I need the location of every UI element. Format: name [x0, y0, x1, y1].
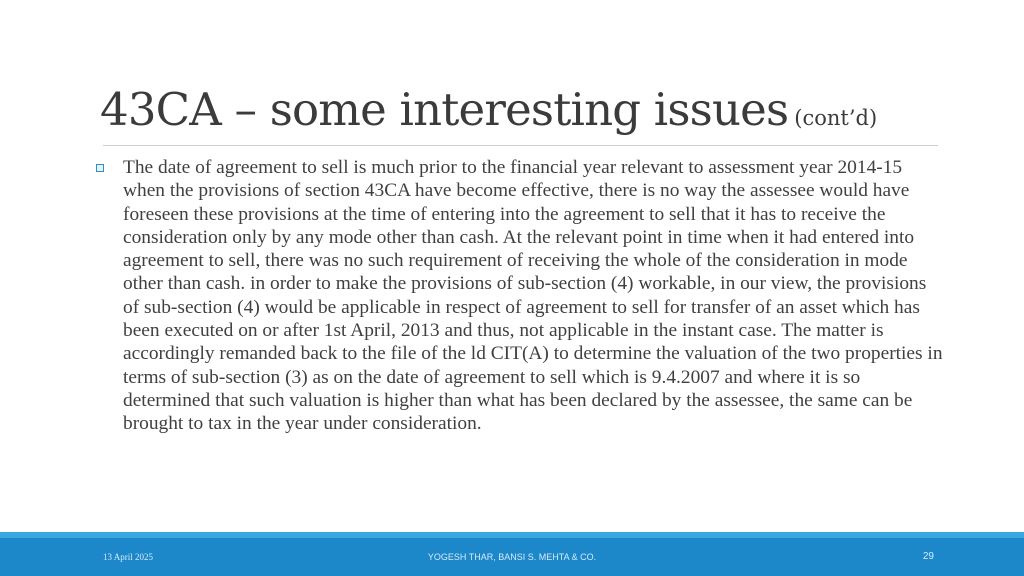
bullet-text: The date of agreement to sell is much prior to the financial year relevant to assessment year 2014-15 when the provisions of section 43CA have become effective, there is no way the assessee would have foreseen these provisions at the time of entering into the agreement to sell that it has to receive the consideration only by any mode other than cash. At the relevant point in time when it had entered into agreement to sell, there was no such requirement of receiving the whole of the consideration in mode other than cash. in order to make the provisions of sub-section (4) workable, in our view, the provisions of sub-section (4) would be applicable in respect of agreement to sell for transfer of an asset which has been executed on or after 1st April, 2013 and thus, not applicable in the instant case. The matter is accordingly remanded back to the file of the ld CIT(A) to determine the valuation of the two properties in terms of sub-section (3) as on the date of agreement to sell which is 9.4.2007 and where it is so determined that such valuation is higher than what has been declared by the assessee, the same can be brought to tax in the year under consideration.	[123, 157, 943, 435]
page-number: 29	[922, 551, 934, 562]
slide-title-suffix: (cont’d)	[794, 106, 878, 130]
title-divider	[103, 145, 938, 146]
bullet-list	[95, 156, 945, 436]
footer-organization: YOGESH THAR, BANSI S. MEHTA & CO.	[427, 552, 597, 562]
bullet-item	[95, 156, 945, 436]
footer-date: 13 April 2025	[103, 552, 154, 562]
slide-title-main: 43CA – some interesting issues	[100, 83, 789, 136]
slide-title	[100, 80, 877, 148]
checkbox-bullet-icon	[96, 164, 104, 172]
